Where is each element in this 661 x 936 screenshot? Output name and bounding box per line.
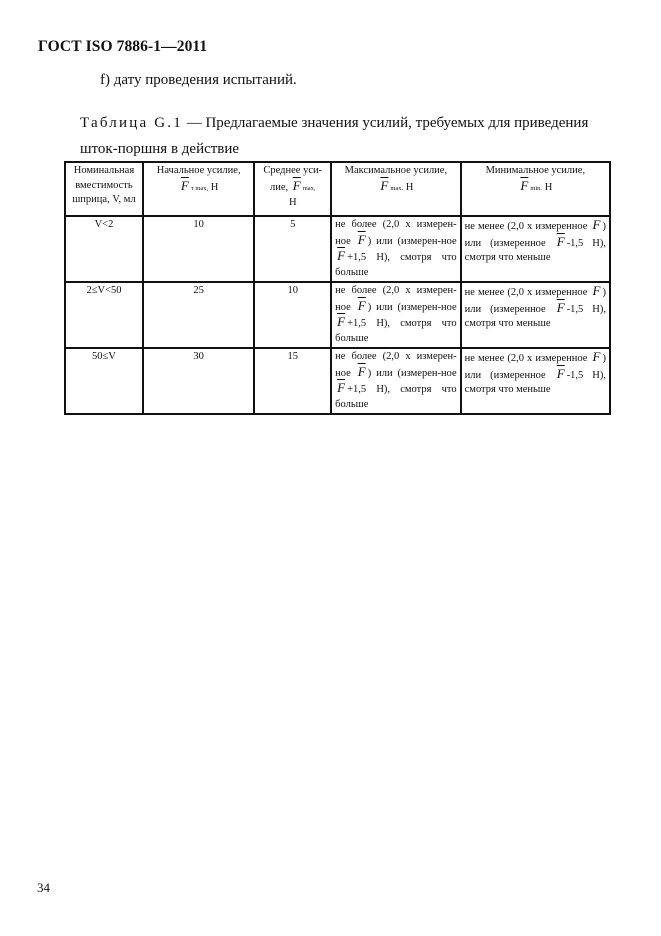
col-header-max-force: Максимальное усилие, $\overline{F}$ max. Н <box>331 162 461 216</box>
col-header-volume: Номинальная вместимость шприца, V, мл <box>65 162 143 216</box>
f-bar-symbol: $\overline{F}$ <box>292 177 301 193</box>
f-bar-symbol: $\overline{F}$ <box>357 231 366 247</box>
cell-min-force: не менее (2,0 х измеренное $\overline{F}$ ) или (измеренное $\overline{F}$ -1,5 Н), смотря что меньше <box>461 282 610 348</box>
table-header-row <box>65 162 610 216</box>
f-bar-symbol: $\overline{F}$ <box>180 177 189 193</box>
cell-max-force: не более (2,0 х измерен-ное $\overline{F}$ ) или (измерен-ное $\overline{F} +1,5$ Н), смотря что больше <box>331 216 461 282</box>
cell-average-force: 5 <box>254 216 331 282</box>
table-row <box>65 216 610 282</box>
table-caption-text: Предлагаемые значения усилий, требуемых для приведения шток-поршня в действие <box>80 115 589 157</box>
cell-volume: 2≤V<50 <box>65 282 143 348</box>
cell-initial-force: 30 <box>143 348 255 414</box>
cell-initial-force: 25 <box>143 282 255 348</box>
list-item-f: f) дату проведения испытаний. <box>100 72 297 88</box>
table-caption-label: Таблица G.1 <box>80 115 183 131</box>
table-caption <box>80 110 610 162</box>
f-bar-symbol: $\overline{F}$ <box>592 349 601 364</box>
cell-average-force: 15 <box>254 348 331 414</box>
f-bar-symbol: $\overline{F}$ <box>556 233 565 249</box>
cell-initial-force: 10 <box>143 216 255 282</box>
f-bar-symbol: $\overline{F}$ <box>337 380 346 395</box>
f-bar-symbol: $\overline{F}$ <box>337 248 346 263</box>
cell-max-force: не более (2,0 х измерен-ное $\overline{F}$ ) или (измерен-ное $\overline{F} +1,5$ Н), смотря что больше <box>331 282 461 348</box>
forces-table <box>64 161 611 415</box>
cell-average-force: 10 <box>254 282 331 348</box>
table-caption-dash: — <box>182 115 206 131</box>
page-number: 34 <box>37 880 50 895</box>
f-bar-symbol: $\overline{F}$ <box>592 217 601 232</box>
f-bar-symbol: $\overline{F}$ <box>556 299 565 315</box>
f-bar-symbol: $\overline{F}$ <box>520 177 529 193</box>
f-bar-symbol: $\overline{F}$ <box>592 283 601 298</box>
f-bar-symbol: $\overline{F}$ <box>556 365 565 381</box>
table-row <box>65 282 610 348</box>
table-row <box>65 348 610 414</box>
cell-min-force: не менее (2,0 х измеренное $\overline{F}$ ) или (измеренное $\overline{F}$ -1,5 Н), смотря что меньше <box>461 216 610 282</box>
cell-volume: V<2 <box>65 216 143 282</box>
document-header: ГОСТ ISO 7886-1—2011 <box>38 38 208 55</box>
f-bar-symbol: $\overline{F}$ <box>357 297 366 313</box>
cell-min-force: не менее (2,0 х измеренное $\overline{F}$ ) или (измеренное $\overline{F}$ -1,5 Н), смотря что меньше <box>461 348 610 414</box>
f-bar-symbol: $\overline{F}$ <box>337 314 346 329</box>
f-bar-symbol: $\overline{F}$ <box>357 363 366 379</box>
f-bar-symbol: $\overline{F}$ <box>380 177 389 193</box>
col-header-average-force: Среднее уси-лие, $\overline{F}$ max, Н <box>254 162 331 216</box>
cell-volume: 50≤V <box>65 348 143 414</box>
col-header-initial-force: Начальное усилие, $\overline{F}$ т max, Н <box>143 162 255 216</box>
col-header-min-force: Минимальное усилие, $\overline{F}$ min. Н <box>461 162 610 216</box>
cell-max-force: не более (2,0 х измерен-ное $\overline{F}$ ) или (измерен-ное $\overline{F} +1,5$ Н), смотря что больше <box>331 348 461 414</box>
